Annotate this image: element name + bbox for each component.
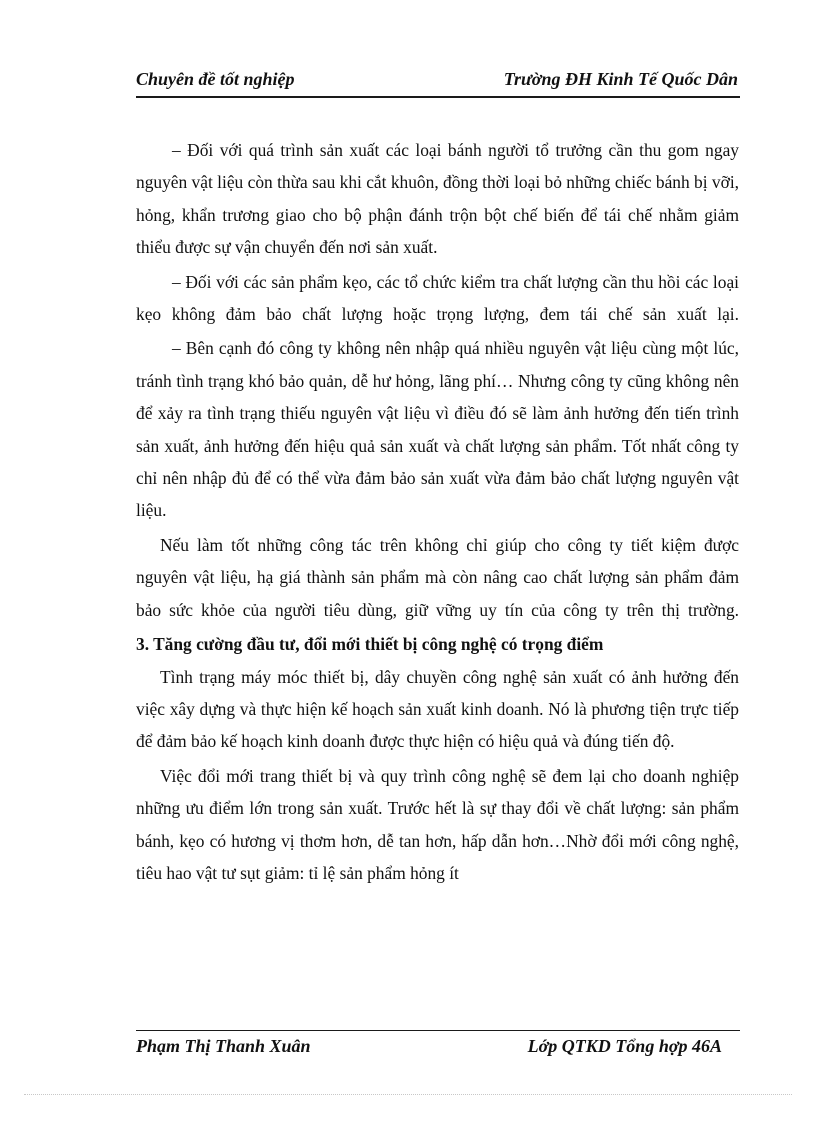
paragraph-technology-renewal: Việc đổi mới trang thiết bị và quy trình công nghệ sẽ đem lại cho doanh nghiệp những ưu điểm lớn trong sản xuất. Trước hết là sự thay đổi về chất lượng: sản phẩm bánh, kẹo có hương vị thơm hơn, dễ tan hơn, hấp dẫn hơn…Nhờ đổi mới công nghệ, tiêu hao vật tư sụt giảm: tỉ lệ sản phẩm hỏng ít xyxy=(136,765,739,883)
paragraph-bakery-recycling: – Đối với quá trình sản xuất các loại bánh người tổ trưởng cần thu gom ngay nguyên vật liệu còn thừa sau khi cắt khuôn, đồng thời loại bỏ những chiếc bánh bị vỡi, hỏng, khẩn trương giao cho bộ phận đánh trộn bột chế biến để tái chế nhằm giảm thiểu được sự vận chuyển đến nơi sản xuất. xyxy=(136,140,739,258)
page-edge-divider xyxy=(24,1094,792,1095)
paragraph-equipment-status: Tình trạng máy móc thiết bị, dây chuyền công nghệ sản xuất có ảnh hưởng đến việc xây dựng và thực hiện kế hoạch sản xuất kinh doanh. Nó là phương tiện trực tiếp để đảm bảo kế hoạch kinh doanh được thực hiện có hiệu quả và đúng tiến độ. xyxy=(136,666,739,752)
paragraph-material-import: – Bên cạnh đó công ty không nên nhập quá nhiều nguyên vật liệu cùng một lúc, tránh tình trạng khó bảo quản, dễ hư hỏng, lãng phí… Nhưng công ty cũng không nên để xảy ra tình trạng thiếu nguyên vật liệu vì điều đó sẽ làm ảnh hưởng đến tiến trình sản xuất, ảnh hưởng đến hiệu quả sản xuất và chất lượng sản phẩm. Tốt nhất công ty chỉ nên nhập đủ để có thể vừa đảm bảo sản xuất vừa đảm bảo chất lượng nguyên vật liệu. xyxy=(136,338,739,521)
footer-author: Phạm Thị Thanh Xuân xyxy=(136,1036,311,1056)
document-body xyxy=(136,134,739,889)
header-document-type: Chuyên đề tốt nghiệp xyxy=(136,69,295,89)
paragraph-candy-quality: – Đối với các sản phẩm kẹo, các tổ chức kiểm tra chất lượng cần thu hồi các loại kẹo không đảm bảo chất lượng hoặc trọng lượng, đem tái chế sản xuất lại. xyxy=(136,271,739,325)
section-heading: 3. Tăng cường đầu tư, đổi mới thiết bị công nghệ có trọng điểm xyxy=(136,634,604,655)
footer-class: Lớp QTKD Tổng hợp 46A xyxy=(527,1036,722,1056)
header-university: Trường ĐH Kinh Tế Quốc Dân xyxy=(503,69,738,89)
page-footer xyxy=(136,1030,740,1061)
paragraph-benefits: Nếu làm tốt những công tác trên không chỉ giúp cho công ty tiết kiệm được nguyên vật liệu, hạ giá thành sản phẩm mà còn nâng cao chất lượng sản phẩm đảm bảo sức khỏe của người tiêu dùng, giữ vững uy tín của công ty trên thị trường. xyxy=(136,534,739,620)
page-header xyxy=(136,66,740,98)
